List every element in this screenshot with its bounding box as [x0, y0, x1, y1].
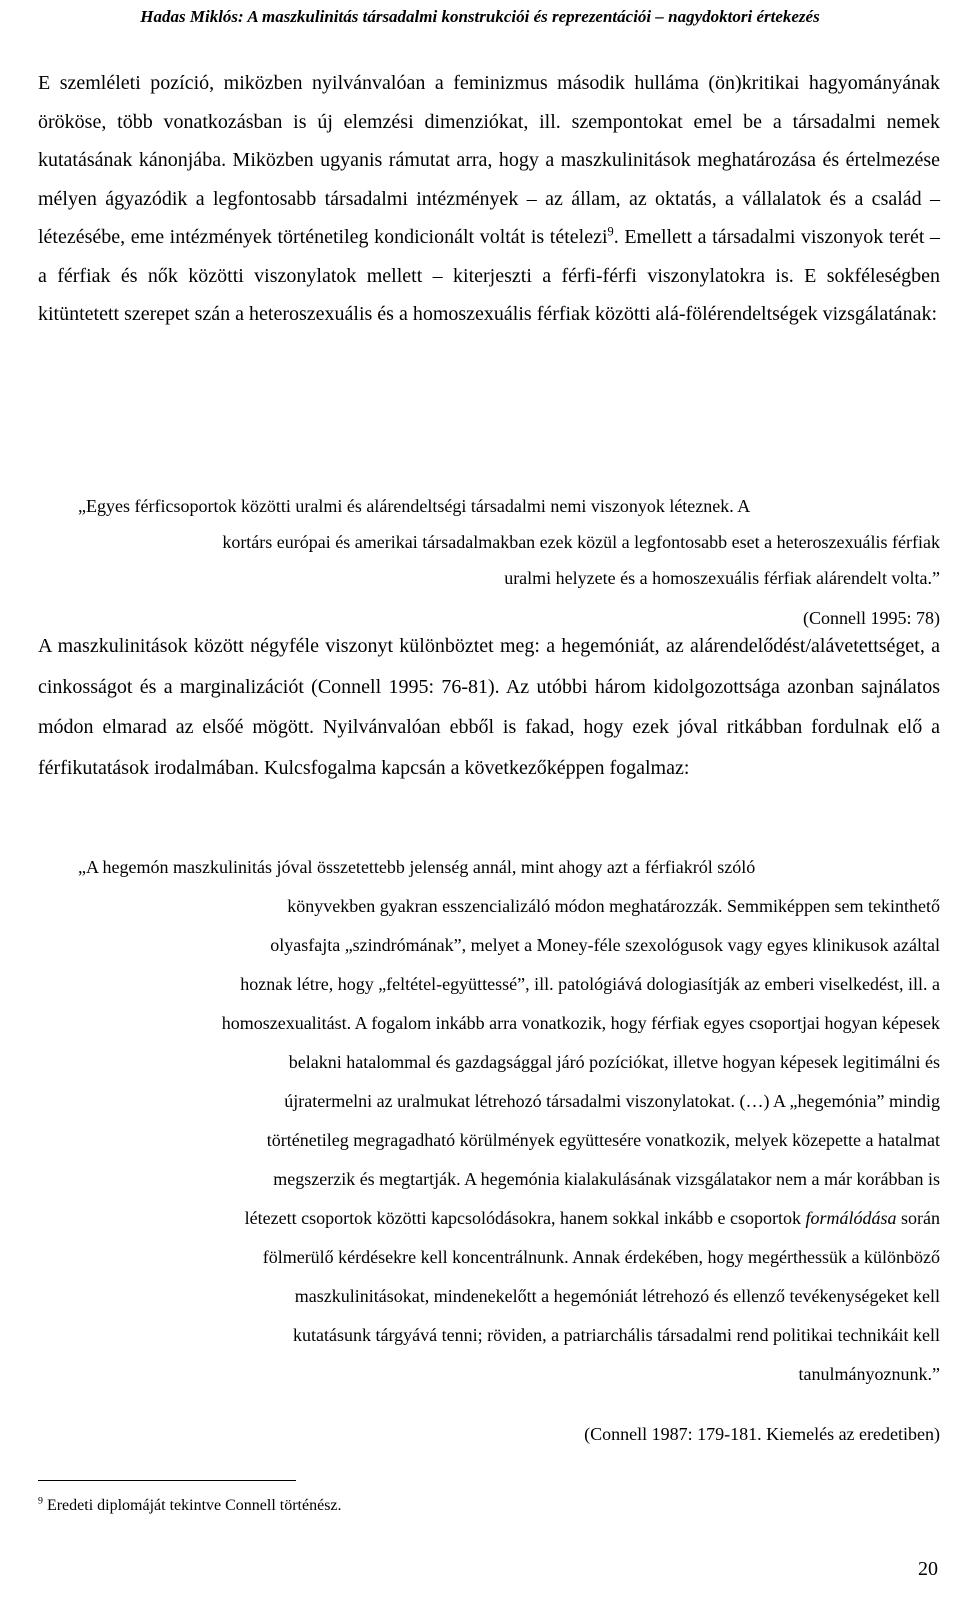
footnote [38, 1497, 342, 1515]
quote-line: történetileg megragadható körülmények együttesére vonatkozik, melyek közepette a hatalmat [266, 1130, 940, 1150]
quote-line: „A hegemón maszkulinitás jóval összetettebb jelenség annál, mint ahogy azt a férfiakról szóló [78, 857, 756, 877]
quote-line [38, 1199, 940, 1238]
footnote-separator [38, 1480, 296, 1481]
quote-line: kortárs európai és amerikai társadalmakban ezek közül a legfontosabb eset a heteroszexuális férfiak [222, 532, 940, 552]
quote-line: megszerzik és megtartják. A hegemónia kialakulásának vizsgálatakor nem a már korábban is [273, 1169, 940, 1189]
quote-line: belakni hatalommal és gazdagsággal járó pozíciókat, illetve hogyan képesek legitimálni és [288, 1052, 940, 1072]
emphasized-word: formálódása [805, 1208, 897, 1228]
quote-line: maszkulinitásokat, mindenekelőtt a hegemóniát létrehozó és ellenző tevékenységeket kell [294, 1286, 940, 1306]
quote-line: kutatásunk tárgyává tenni; röviden, a patriarchális társadalmi rend politikai technikáit kell [293, 1325, 940, 1345]
page-number: 20 [918, 1558, 938, 1580]
paragraph-1-text-b: . Emellett a társadalmi viszonyok terét – a férfiak és nők közötti viszonylatok mellett – kiterjeszti a férfi-férfi viszonylatokra is. E sokféleségben kitüntetett szerepet szán a heteroszexuális és a homoszexuális férfiak közötti alá-fölérendeltségek vizsgálatának: [38, 226, 940, 325]
footnote-text: Eredeti diplomáját tekintve Connell történész. [42, 1497, 342, 1514]
quote-line-text: létezett csoportok közötti kapcsolódásokra, hanem sokkal inkább e csoportok [244, 1208, 806, 1228]
quote-line: olyasfajta „szindrómának”, melyet a Money-féle szexológusok vagy egyes klinikusok azáltal [270, 935, 940, 955]
quote-2-citation: (Connell 1987: 179-181. Kiemelés az eredetiben) [584, 1424, 940, 1444]
quote-line: újratermelni az uralmukat létrehozó társadalmi viszonylatokat. (…) A „hegemónia” mindig [284, 1091, 940, 1111]
quote-line: homoszexualitást. A fogalom inkább arra vonatkozik, hogy férfiak egyes csoportjai hogyan képesek [221, 1013, 940, 1033]
quote-1-citation: (Connell 1995: 78) [803, 608, 940, 628]
quote-line: könyvekben gyakran esszencializáló módon meghatározzák. Semmiképpen sem tekinthető [287, 896, 940, 916]
quote-line: fölmerülő kérdésekre kell koncentrálnunk. Annak érdekében, hogy megérthessük a különböző [262, 1247, 940, 1267]
footnote-number: 9 [38, 1495, 43, 1507]
paragraph-1-text-a: E szemléleti pozíció, miközben nyilvánvalóan a feminizmus második hulláma (ön)kritikai hagyományának örököse, több vonatkozásban is új elemzési dimenziókat, ill. szempontokat emel be a társadalmi nemek kutatásának kánonjába. Miközben ugyanis rámutat arra, hogy a maszkulinitások meghatározása és értelmezése mélyen ágyazódik a legfontosabb társadalmi intézmények – az állam, az oktatás, a vállalatok és a család – létezésébe, eme intézmények történetileg kondicionált voltát is tételezi [38, 72, 940, 248]
block-quote-2 [38, 848, 940, 1394]
running-header: Hadas Miklós: A maszkulinitás társadalmi konstrukciói és reprezentációi – nagydoktori értekezés [140, 7, 820, 26]
footnote-reference[interactable]: 9 [607, 224, 614, 239]
quote-line: tanulmányoznunk.” [798, 1364, 940, 1384]
body-paragraph-2: A maszkulinitások között négyféle viszonyt különböztet meg: a hegemóniát, az alárendelődést/alávetettséget, a cinkosságot és a marginalizációt (Connell 1995: 76-81). Az utóbbi három kidolgozottsága azonban sajnálatos módon elmarad az elsőé mögött. Nyilvánvalóan ebből is fakad, hogy ezek jóval ritkábban fordulnak elő a férfikutatások irodalmában. Kulcsfogalma kapcsán a következőképpen fogalmaz: [38, 635, 940, 779]
quote-line: „Egyes férficsoportok közötti uralmi és alárendeltségi társadalmi nemi viszonyok léteznek. A [78, 496, 751, 516]
body-paragraph-1 [38, 64, 940, 334]
quote-line: uralmi helyzete és a homoszexuális férfiak alárendelt volta.” [504, 568, 940, 588]
block-quote-1 [38, 488, 940, 596]
quote-line: hoznak létre, hogy „feltétel-együttessé”, ill. patológiává dologiasítják az emberi viselkedést, ill. a [240, 974, 940, 994]
quote-line-text: során [896, 1208, 940, 1228]
